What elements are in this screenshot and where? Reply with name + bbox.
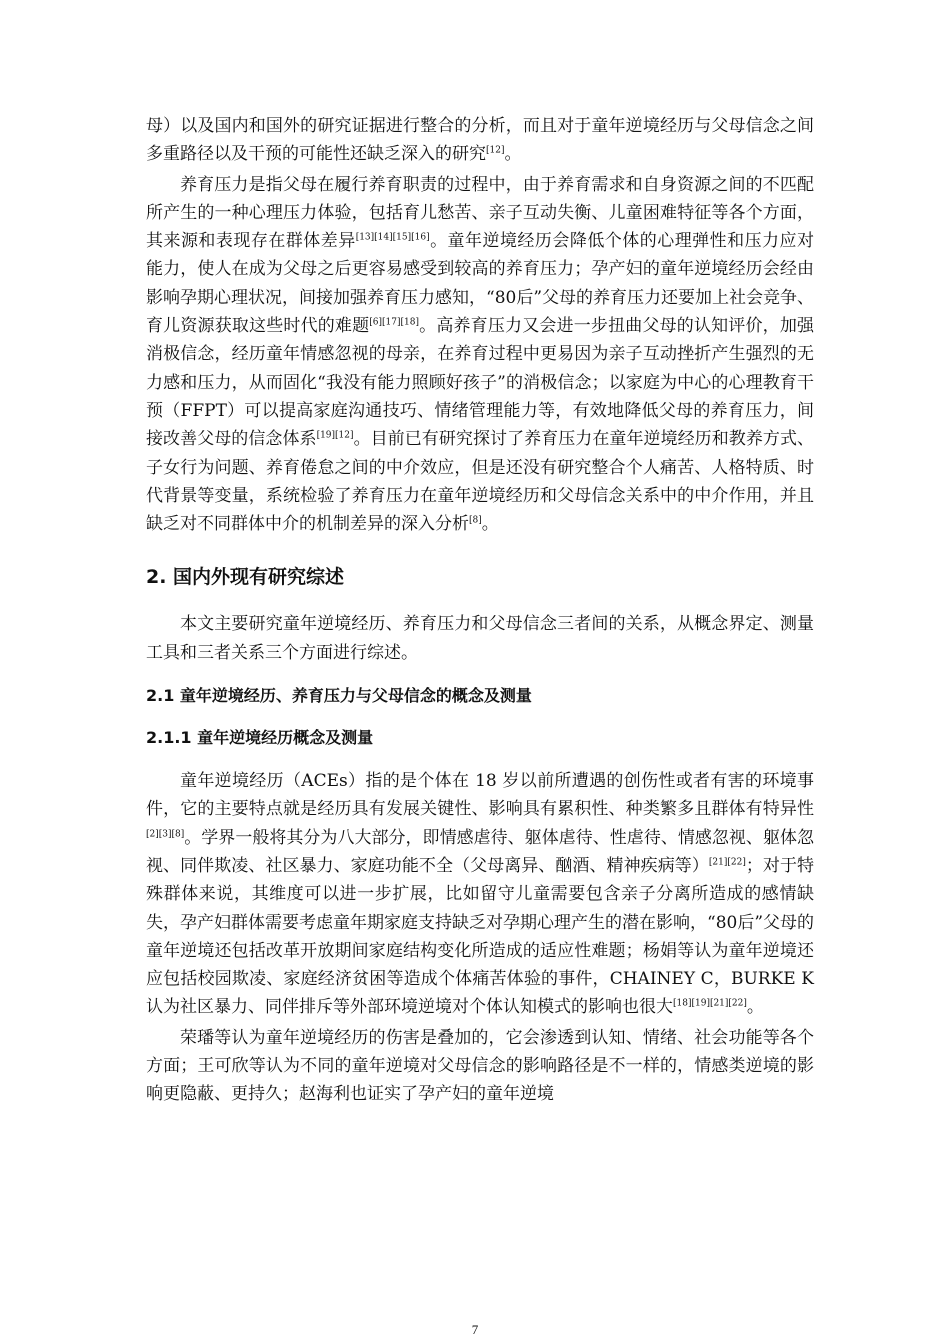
text-run: 母）以及国内和国外的研究证据进行整合的分析，而且对于童年逆境经历与父母信念之间多重路径以及干预的可能性还缺乏深入的研究: [146, 116, 814, 165]
citation: [18][19][21][22]: [673, 998, 747, 1009]
paragraph-overview: [146, 610, 814, 667]
citation: [8]: [469, 515, 482, 526]
text-run: 。: [504, 144, 522, 165]
paragraph-parenting-stress: [146, 171, 814, 539]
text-run: 。: [481, 514, 499, 535]
citation: [19][12]: [316, 430, 354, 441]
text-run: 。学界一般将其分为八大部分，即情感虐待、躯体虐待、性虐待、情感忽视、躯体忽视、同伴欺凌、社区暴力、家庭功能不全（父母离异、酗酒、精神疾病等）: [146, 827, 814, 876]
text-run: ；对于特殊群体来说，其维度可以进一步扩展，比如留守儿童需要包含亲子分离所造成的感情缺失，孕产妇群体需要考虑童年期家庭支持缺乏对孕期心理产生的潜在影响，“80后”父母的童年逆境还包括改革开放期间家庭结构变化所造成的适应性难题；杨娟等认为童年逆境还应包括校园欺凌、家庭经济贫困等造成个体痛苦体验的事件，CHAINEY C，BURKE K 认为社区暴力、同伴排斥等外部环境逆境对个体认知模式的影响也很大: [146, 855, 815, 1018]
citation: [2][3][8]: [146, 828, 185, 839]
text-run: 本文主要研究童年逆境经历、养育压力和父母信念三者间的关系，从概念界定、测量工具和三者关系三个方面进行综述。: [146, 614, 814, 663]
citation: [6][17][18]: [369, 317, 419, 328]
citation: [13][14][15][16]: [355, 232, 430, 243]
section-heading: 2. 国内外现有研究综述: [146, 566, 345, 589]
paragraph-aces-definition: [146, 767, 814, 1022]
citation: [21][22]: [708, 857, 746, 868]
text-run: 荣璠等认为童年逆境经历的伤害是叠加的，它会渗透到认知、情绪、社会功能等各个方面；王可欣等认为不同的童年逆境对父母信念的影响路径是不一样的，情感类逆境的影响更隐蔽、更持久；赵海利也证实了孕产妇的童年逆境: [146, 1027, 814, 1105]
text-run: 。: [746, 997, 764, 1018]
text-run: 。目前已有研究探讨了养育压力在童年逆境经历和教养方式、子女行为问题、养育倦怠之间的中介效应，但是还没有研究整合个人痛苦、人格特质、时代背景等变量，系统检验了养育压力在童年逆境经历和父母信念关系中的中介作用，并且缺乏对不同群体中介的机制差异的深入分析: [146, 429, 815, 535]
text-run: 。童年逆境经历会降低个体的心理弹性和压力应对能力，使人在成为父母之后更容易感受到较高的养育压力；孕产妇的童年逆境经历会经由影响孕期心理状况，间接加强养育压力感知，“80后”父母的养育压力还要加上社会竞争、育儿资源获取这些时代的难题: [146, 231, 815, 337]
text-run: 养育压力是指父母在履行养育职责的过程中，由于养育需求和自身资源之间的不匹配所产生的一种心理压力体验，包括育儿愁苦、亲子互动失衡、儿童困难特征等各个方面，其来源和表现存在群体差异: [146, 174, 814, 252]
paragraph-intro-continued: [146, 112, 814, 169]
text-run: 童年逆境经历（ACEs）指的是个体在 18 岁以前所遭遇的创伤性或者有害的环境事件，它的主要特点就是经历具有发展关键性、影响具有累积性、种类繁多且群体有特异性: [146, 771, 814, 820]
text-run: 。高养育压力又会进一步扭曲父母的认知评价，加强消极信念，经历童年情感忽视的母亲，在养育过程中更易因为亲子互动挫折产生强烈的无力感和压力，从而固化“我没有能力照顾好孩子”的消极信念；以家庭为中心的心理教育干预（FFPT）可以提高家庭沟通技巧、情绪管理能力等，有效地降低父母的养育压力，间接改善父母的信念体系: [146, 316, 815, 450]
subsection-heading: 2.1 童年逆境经历、养育压力与父母信念的概念及测量: [146, 686, 532, 706]
subsubsection-heading: 2.1.1 童年逆境经历概念及测量: [146, 728, 374, 748]
citation: [12]: [486, 145, 505, 156]
paragraph-aces-effects: [146, 1024, 814, 1109]
page-content: [146, 112, 814, 1109]
page-number: 7: [471, 1322, 479, 1337]
